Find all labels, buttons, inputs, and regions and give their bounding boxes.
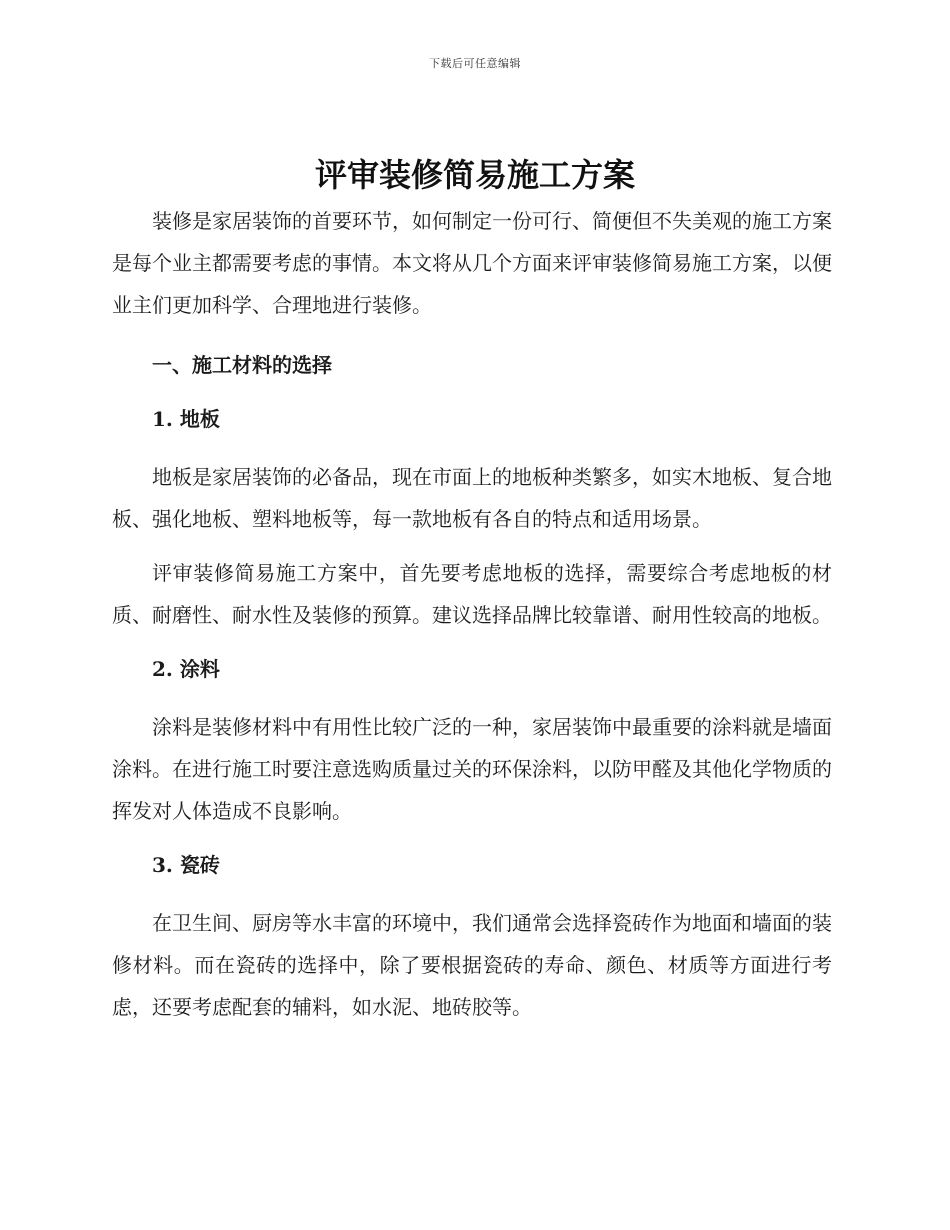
- subsection-heading-tiles: 3. 瓷砖: [152, 853, 220, 877]
- intro-paragraph: 装修是家居装饰的首要环节，如何制定一份可行、简便但不失美观的施工方案是每个业主都需要考虑的事情。本文将从几个方面来评审装修简易施工方案，以便业主们更加科学、合理地进行装修。: [112, 209, 832, 317]
- paint-paragraph-1: 涂料是装修材料中有用性比较广泛的一种，家居装饰中最重要的涂料就是墙面涂料。在进行施工时要注意选购质量过关的环保涂料，以防甲醛及其他化学物质的挥发对人体造成不良影响。: [112, 715, 832, 823]
- document-body: [112, 200, 832, 1028]
- tiles-paragraph-1: 在卫生间、厨房等水丰富的环境中，我们通常会选择瓷砖作为地面和墙面的装修材料。而在瓷砖的选择中，除了要根据瓷砖的寿命、颜色、材质等方面进行考虑，还要考虑配套的辅料，如水泥、地砖胶等。: [112, 911, 832, 1019]
- subsection-heading-flooring: 1. 地板: [152, 407, 220, 431]
- subsection-heading-paint: 2. 涂料: [152, 657, 220, 681]
- document-title: 评审装修简易施工方案: [314, 156, 635, 194]
- header-note: 下载后可任意编辑: [429, 57, 521, 70]
- section-heading-materials: 一、施工材料的选择: [152, 353, 332, 377]
- flooring-paragraph-1: 地板是家居装饰的必备品，现在市面上的地板种类繁多，如实木地板、复合地板、强化地板、塑料地板等，每一款地板有各自的特点和适用场景。: [112, 465, 832, 531]
- flooring-paragraph-2: 评审装修简易施工方案中，首先要考虑地板的选择，需要综合考虑地板的材质、耐磨性、耐水性及装修的预算。建议选择品牌比较靠谱、耐用性较高的地板。: [112, 561, 832, 627]
